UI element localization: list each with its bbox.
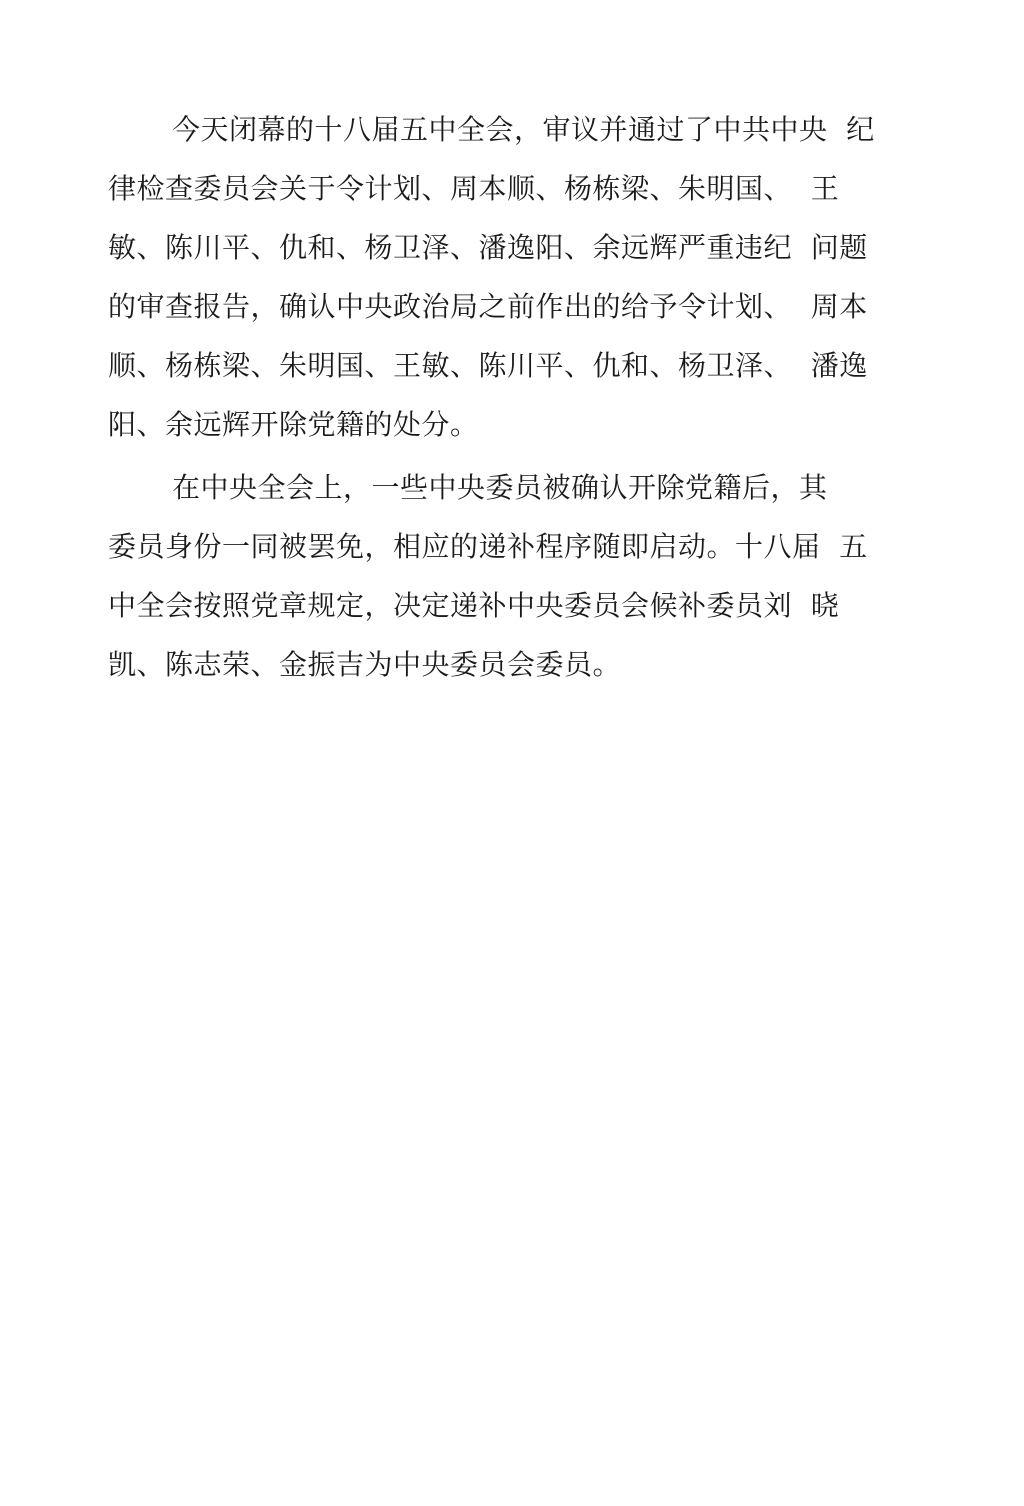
paragraph-2 bbox=[108, 466, 908, 706]
text-line: 中全会按照党章规定，决定递补中央委员会候补委员刘 晓 bbox=[108, 589, 840, 622]
text-line: 敏、陈川平、仇和、杨卫泽、潘逸阳、余远辉严重违纪 问题 bbox=[108, 231, 868, 264]
paragraph-1 bbox=[108, 108, 908, 468]
text-line: 委员身份一同被罢免，相应的递补程序随即启动。十八届 五 bbox=[108, 530, 868, 563]
text-line: 凯、陈志荣、金振吉为中央委员会委员。 bbox=[108, 648, 622, 681]
text-line: 阳、余远辉开除党籍的处分。 bbox=[108, 408, 479, 441]
text-line: 在中央全会上，一些中央委员被确认开除党籍后，其 bbox=[172, 471, 828, 504]
text-line: 律检查委员会关于令计划、周本顺、杨栋梁、朱明国、 王 bbox=[108, 172, 840, 205]
text-line: 顺、杨栋梁、朱明国、王敏、陈川平、仇和、杨卫泽、 潘逸 bbox=[108, 349, 868, 382]
text-line: 的审查报告，确认中央政治局之前作出的给予令计划、 周本 bbox=[108, 290, 868, 323]
text-line: 今天闭幕的十八届五中全会，审议并通过了中共中央 纪 bbox=[172, 113, 875, 146]
